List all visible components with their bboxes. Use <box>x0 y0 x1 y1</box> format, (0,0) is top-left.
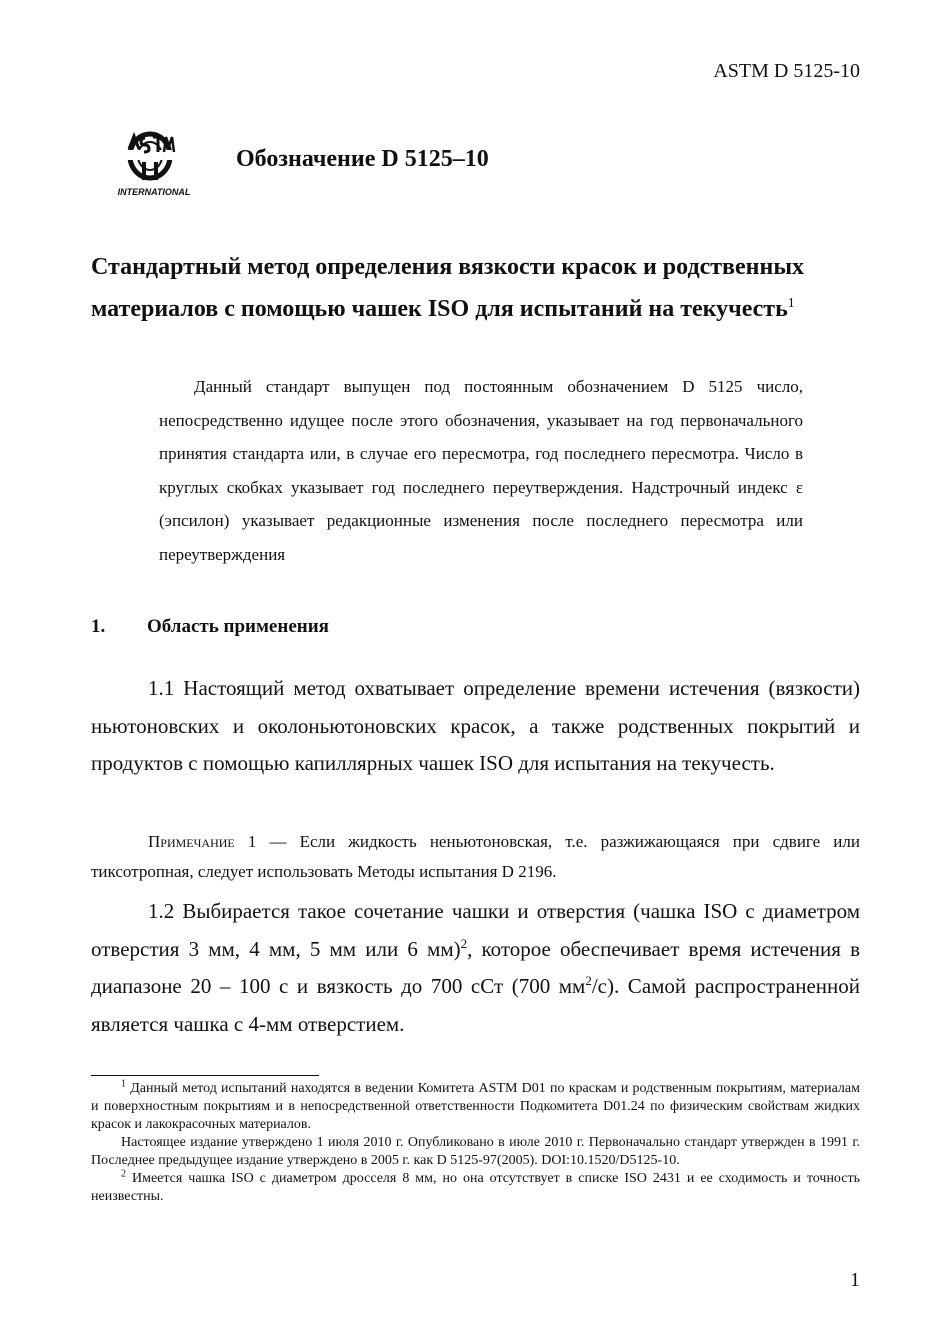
note-text: — Если жидкость неньютоновская, т.е. разжижающаяся при сдвиге или тиксотропная, следует использовать Методы испытания D 2196. <box>91 832 860 881</box>
section-title: Область применения <box>147 616 329 637</box>
footnote-1-text: Данный метод испытаний находятся в ведении Комитета ASTM D01 по краскам и родственным покрытиям, материалам и поверхностным покрытиям и в непосредственной ответственности Подкомитета D01.24 по физическим свойствам жидких красок и лакокрасочных материалов. <box>91 1081 860 1132</box>
paragraph-1-2 <box>91 893 860 1043</box>
intro-paragraph: Данный стандарт выпущен под постоянным обозначением D 5125 число, непосредственно идущее после этого обозначения, указывает на год первоначального принятия стандарта или, в случае его пересмотра, год последнего пересмотра. Число в круглых скобках указывает год последнего переутверждения. Надстрочный индекс ε (эпсилон) указывает редакционные изменения после последнего пересмотра или переутверждения <box>159 377 803 564</box>
paragraph-1-1: 1.1 Настоящий метод охватывает определение времени истечения (вязкости) ньютоновских и околоньютоновских красок, а также родственных покрытий и продуктов с помощью капиллярных чашек ISO для испытания на текучесть. <box>91 676 860 775</box>
note-label: Примечание 1 <box>148 832 257 851</box>
document-code: ASTM D 5125-10 <box>713 60 860 82</box>
section-number: 1. <box>91 616 106 637</box>
footnote-1 <box>91 1080 860 1134</box>
note-1 <box>91 827 860 887</box>
p12-footnote-ref[interactable]: 2 <box>460 935 468 951</box>
footnote-2 <box>91 1170 860 1206</box>
title-line-2 <box>91 288 861 330</box>
astm-logo-icon <box>112 128 196 198</box>
title-footnote-ref[interactable]: 1 <box>787 296 795 311</box>
astm-logo <box>112 128 196 198</box>
document-title <box>91 246 861 330</box>
p12-exponent: 2 <box>585 973 592 988</box>
logo-caption: INTERNATIONAL <box>117 187 191 197</box>
footnote-2-text: Имеется чашка ISO с диаметром дросселя 8 мм, но она отсутствует в списке ISO 2431 и ее сходимость и точность неизвестны. <box>91 1171 860 1204</box>
p12-part-b: , которое обеспечивает время истечения в диапазоне 20 – 100 с и вязкость до 700 сСт (700 мм <box>91 936 861 998</box>
designation-heading: Обозначение D 5125–10 <box>236 146 489 172</box>
footnotes <box>91 1080 860 1206</box>
title-line-1: Стандартный метод определения вязкости красок и родственных <box>91 254 805 280</box>
footnote-1-marker: 1 <box>121 1078 126 1090</box>
footnote-separator <box>91 1075 319 1076</box>
section-heading <box>91 616 329 638</box>
title-line-2-text: материалов с помощью чашек ISO для испытаний на текучесть <box>91 296 788 322</box>
page-number: 1 <box>850 1269 860 1291</box>
footnote-2-marker: 2 <box>121 1168 126 1180</box>
p12-part-c: /с). Самой распространенной является чашка с 4-мм отверстием. <box>91 974 860 1036</box>
footnote-1-continued: Настоящее издание утверждено 1 июля 2010 г. Опубликовано в июле 2010 г. Первоначально стандарт утвержден в 1991 г. Последнее предыдущее издание утверждено в 2005 г. как D 5125-97(2005). DOI:10.1520/D5125-10. <box>91 1135 860 1168</box>
p12-part-a: 1.2 Выбирается такое сочетание чашки и отверстия (чашка ISO с диаметром отверстия 3 мм, 4 мм, 5 мм или 6 мм) <box>91 899 860 961</box>
